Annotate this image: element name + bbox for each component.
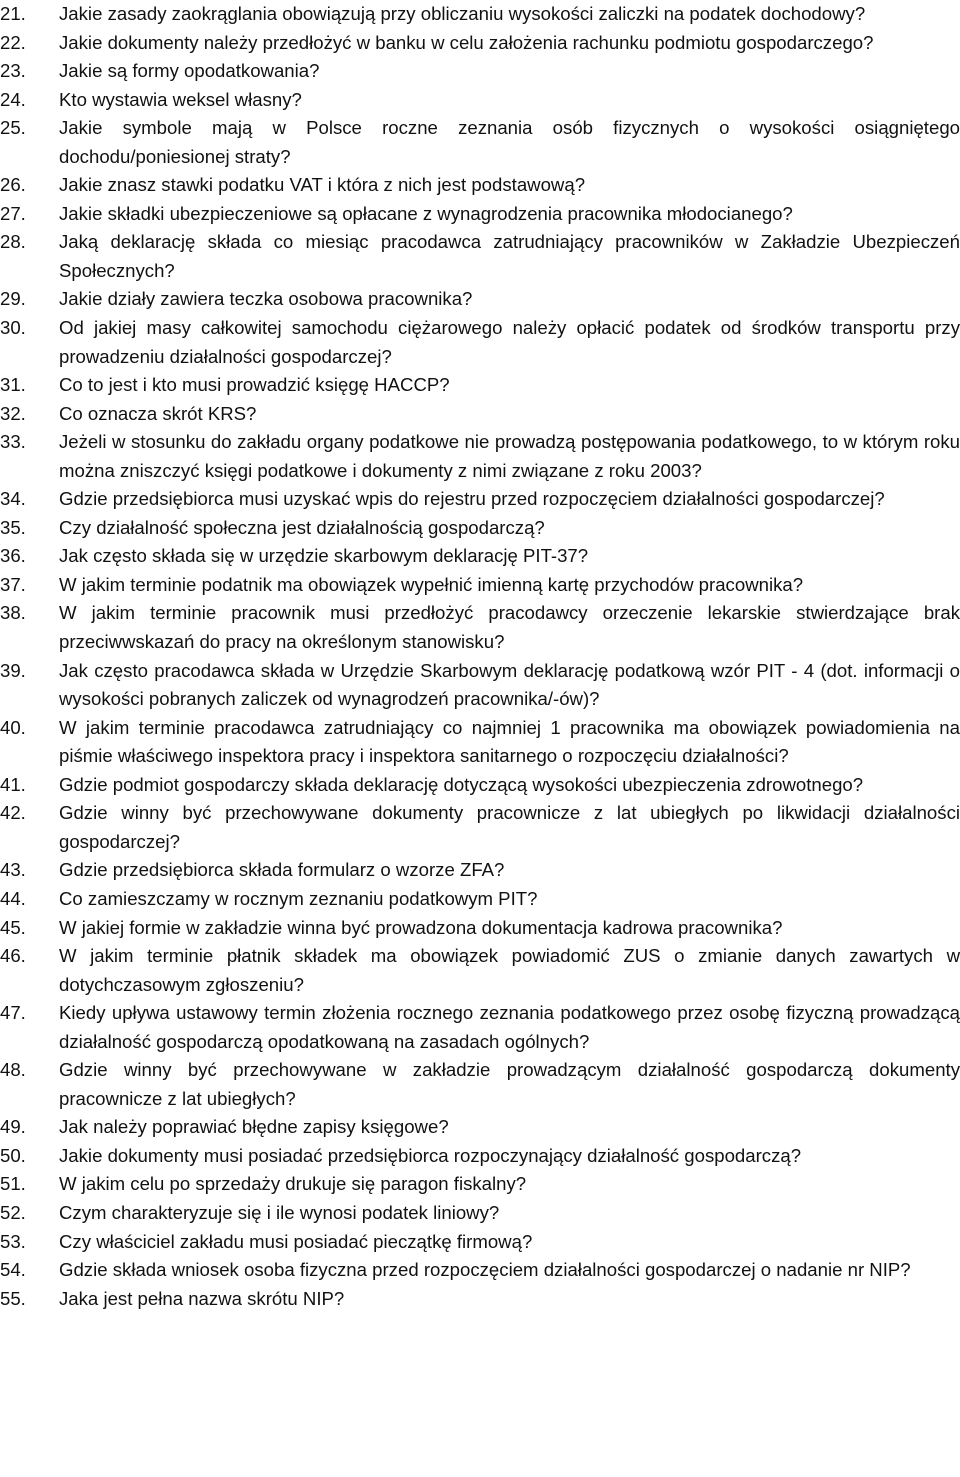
question-item [0, 657, 960, 714]
question-item [0, 542, 960, 571]
question-text: Co zamieszczamy w rocznym zeznaniu podatkowym PIT? [59, 887, 538, 909]
question-number: 54. [0, 1259, 26, 1281]
question-number: 27. [0, 202, 26, 224]
question-number: 32. [0, 402, 26, 424]
question-text: W jakim terminie podatnik ma obowiązek wypełnić imienną kartę przychodów pracownika? [59, 573, 804, 595]
question-item [0, 571, 960, 600]
question-number: 35. [0, 516, 26, 538]
question-number: 28. [0, 231, 26, 253]
question-item [0, 1142, 960, 1171]
question-item [0, 999, 960, 1056]
question-text: Gdzie przedsiębiorca składa formularz o wzorze ZFA? [59, 859, 505, 881]
question-item [0, 1199, 960, 1228]
question-text: Jakie działy zawiera teczka osobowa pracownika? [59, 288, 473, 310]
question-number: 48. [0, 1059, 26, 1081]
question-number: 31. [0, 374, 26, 396]
question-number: 47. [0, 1002, 26, 1024]
question-text: Kiedy upływa ustawowy termin złożenia rocznego zeznania podatkowego przez osobę fizyczną prowadzącą działalność gospodarczą opodatkowaną na zasadach ogólnych? [59, 1002, 960, 1052]
question-number: 50. [0, 1144, 26, 1166]
question-item [0, 1170, 960, 1199]
question-number: 41. [0, 773, 26, 795]
question-item [0, 856, 960, 885]
question-number: 53. [0, 1230, 26, 1252]
question-number: 45. [0, 916, 26, 938]
question-number: 25. [0, 117, 26, 139]
question-text: Jakie są formy opodatkowania? [59, 60, 320, 82]
question-item [0, 285, 960, 314]
question-item [0, 228, 960, 285]
question-item [0, 171, 960, 200]
question-text: W jakim terminie pracodawca zatrudniający co najmniej 1 pracownika ma obowiązek powiadomienia na piśmie właściwego inspektora pracy i inspektora sanitarnego o rozpoczęciu działalności? [59, 716, 960, 767]
question-text: Co to jest i kto musi prowadzić księgę HACCP? [59, 374, 450, 396]
question-text: Czy działalność społeczna jest działalnością gospodarczą? [59, 516, 545, 538]
question-number: 49. [0, 1116, 26, 1138]
question-item [0, 942, 960, 999]
question-number: 34. [0, 488, 26, 510]
question-number: 46. [0, 945, 26, 967]
question-text: Jakie symbole mają w Polsce roczne zeznania osób fizycznych o wysokości osiągniętego dochodu/poniesionej straty? [59, 117, 960, 167]
question-item [0, 314, 960, 371]
question-item [0, 885, 960, 914]
question-text: Jak często pracodawca składa w Urzędzie Skarbowym deklarację podatkową wzór PIT - 4 (dot. informacji o wysokości pobranych zaliczek od wynagrodzeń pracownika/-ów)? [59, 659, 960, 710]
question-item [0, 714, 960, 771]
question-text: Jaka jest pełna nazwa skrótu NIP? [59, 1287, 345, 1309]
question-item [0, 1113, 960, 1142]
question-number: 43. [0, 859, 26, 881]
question-text: Jak należy poprawiać błędne zapisy księgowe? [59, 1116, 449, 1138]
question-number: 44. [0, 887, 26, 909]
question-number: 24. [0, 88, 26, 110]
question-text: Jakie składki ubezpieczeniowe są opłacane z wynagrodzenia pracownika młodocianego? [59, 202, 793, 224]
question-text: Czy właściciel zakładu musi posiadać pieczątkę firmową? [59, 1230, 533, 1252]
question-number: 21. [0, 3, 26, 24]
question-item [0, 485, 960, 514]
question-number: 51. [0, 1173, 26, 1195]
question-text: Jeżeli w stosunku do zakładu organy podatkowe nie prowadzą postępowania podatkowego, to w którym roku można zniszczyć księgi podatkowe i dokumenty z nimi związane z roku 2003? [59, 431, 960, 481]
question-text: Gdzie winny być przechowywane dokumenty pracownicze z lat ubiegłych po likwidacji działalności gospodarczej? [59, 802, 960, 852]
question-text: Jaką deklarację składa co miesiąc pracodawca zatrudniający pracowników w Zakładzie Ubezpieczeń Społecznych? [59, 231, 960, 281]
question-number: 26. [0, 174, 26, 196]
question-number: 23. [0, 60, 26, 82]
question-text: W jakim terminie płatnik składek ma obowiązek powiadomić ZUS o zmianie danych zawartych w dotychczasowym zgłoszeniu? [59, 945, 960, 995]
question-number: 42. [0, 802, 26, 824]
question-number: 29. [0, 288, 26, 310]
question-item [0, 1256, 960, 1285]
question-item [0, 0, 960, 29]
question-text: Gdzie winny być przechowywane w zakładzie prowadzącym działalność gospodarczą dokumenty pracownicze z lat ubiegłych? [59, 1059, 960, 1109]
question-item [0, 400, 960, 429]
question-item [0, 86, 960, 115]
question-text: Gdzie przedsiębiorca musi uzyskać wpis do rejestru przed rozpoczęciem działalności gospodarczej? [59, 488, 885, 510]
question-number: 39. [0, 659, 26, 681]
question-text: Kto wystawia weksel własny? [59, 88, 302, 110]
question-item [0, 599, 960, 656]
question-text: Gdzie składa wniosek osoba fizyczna przed rozpoczęciem działalności gospodarczej o nadanie nr NIP? [59, 1259, 911, 1281]
question-item [0, 1228, 960, 1257]
question-text: W jakim terminie pracownik musi przedłożyć pracodawcy orzeczenie lekarskie stwierdzające brak przeciwwskazań do pracy na określonym stanowisku? [59, 602, 960, 653]
question-text: Gdzie podmiot gospodarczy składa deklarację dotyczącą wysokości ubezpieczenia zdrowotnego? [59, 773, 864, 795]
question-text: Od jakiej masy całkowitej samochodu ciężarowego należy opłacić podatek od środków transportu przy prowadzeniu działalności gospodarczej? [59, 317, 960, 367]
question-item [0, 1285, 960, 1314]
question-text: Co oznacza skrót KRS? [59, 402, 257, 424]
question-text: Jakie zasady zaokrąglania obowiązują przy obliczaniu wysokości zaliczki na podatek dochodowy? [59, 3, 866, 24]
question-number: 22. [0, 31, 26, 53]
question-number: 33. [0, 431, 26, 453]
question-number: 38. [0, 602, 26, 624]
question-number: 55. [0, 1287, 26, 1309]
question-item [0, 1056, 960, 1113]
question-item [0, 428, 960, 485]
question-text: Jak często składa się w urzędzie skarbowym deklarację PIT-37? [59, 545, 589, 567]
question-text: W jakim celu po sprzedaży drukuje się paragon fiskalny? [59, 1173, 527, 1195]
question-item [0, 799, 960, 856]
question-item [0, 771, 960, 800]
question-text: Jakie dokumenty należy przedłożyć w banku w celu założenia rachunku podmiotu gospodarczego? [59, 31, 874, 53]
question-number: 52. [0, 1201, 26, 1223]
question-number: 37. [0, 573, 26, 595]
question-item [0, 29, 960, 58]
question-number: 30. [0, 317, 26, 339]
question-item [0, 114, 960, 171]
question-item [0, 914, 960, 943]
question-item [0, 514, 960, 543]
question-text: Czym charakteryzuje się i ile wynosi podatek liniowy? [59, 1201, 500, 1223]
question-item [0, 200, 960, 229]
question-text: Jakie znasz stawki podatku VAT i która z nich jest podstawową? [59, 174, 586, 196]
question-number: 40. [0, 716, 26, 738]
question-item [0, 371, 960, 400]
question-item [0, 57, 960, 86]
question-text: W jakiej formie w zakładzie winna być prowadzona dokumentacja kadrowa pracownika? [59, 916, 783, 938]
question-number: 36. [0, 545, 26, 567]
question-text: Jakie dokumenty musi posiadać przedsiębiorca rozpoczynający działalność gospodarczą? [59, 1144, 802, 1166]
